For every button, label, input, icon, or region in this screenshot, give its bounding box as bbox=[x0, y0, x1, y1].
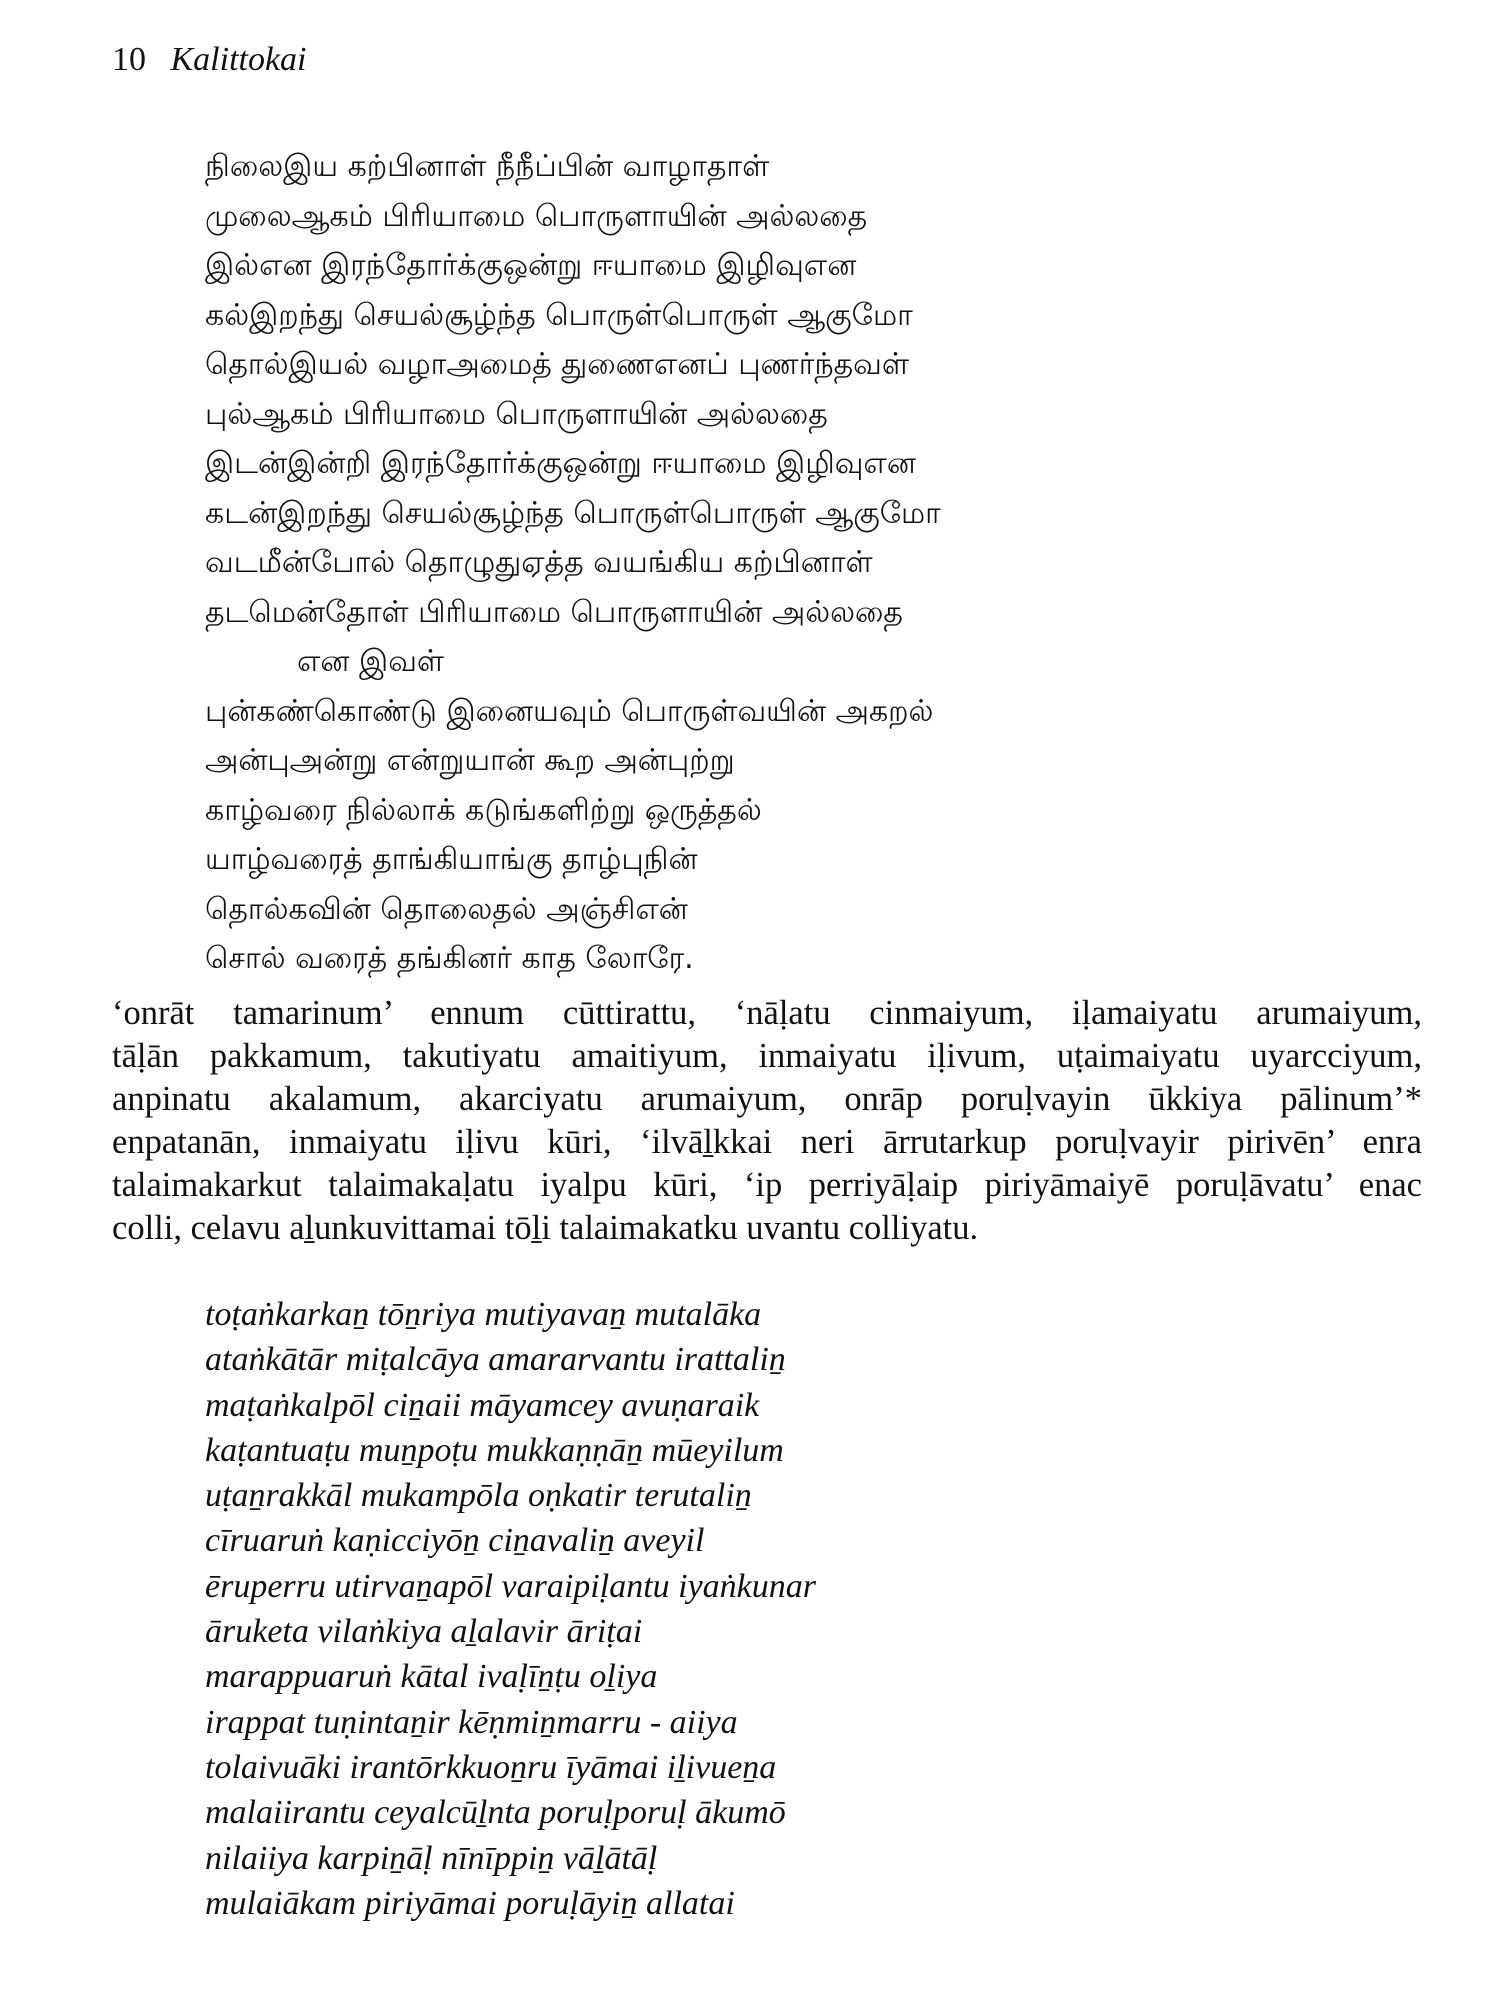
transliterated-verse bbox=[205, 1292, 816, 1926]
tamil-verse-line: புன்கண்கொண்டு இனையவும் பொருள்வயின் அகறல் bbox=[205, 693, 934, 729]
transliteration-line: tolaivuāki irantōrkkuoṉru īyāmai iḻivueṉa bbox=[205, 1748, 777, 1786]
tamil-verse-line: நிலைஇய கற்பினாள் நீநீப்பின் வாழாதாள் bbox=[205, 149, 770, 184]
transliteration-line: nilaiiya karpiṉāḷ nīnīppiṉ vāḻātāḷ bbox=[205, 1839, 658, 1877]
tamil-verse bbox=[205, 142, 941, 984]
tamil-verse-line: சொல் வரைத் தங்கினர் காத லோரே. bbox=[205, 941, 694, 976]
tamil-verse-line: தொல்இயல் வழாஅமைத் துணைஎனப் புணர்ந்தவள் bbox=[205, 347, 909, 382]
transliteration-line: cīruaruṅ kaṇicciyōṉ ciṉavaliṉ aveyil bbox=[205, 1522, 705, 1560]
tamil-verse-line: கல்இறந்து செயல்சூழ்ந்த பொருள்பொருள் ஆகுமோ bbox=[205, 297, 913, 333]
transliteration-line: mulaiākam piriyāmai poruḷāyiṉ allatai bbox=[205, 1884, 735, 1922]
transliteration-line: kaṭantuaṭu muṉpoṭu mukkaṇṇāṉ mūeyilum bbox=[205, 1431, 784, 1469]
tamil-verse-line: தொல்கவின் தொலைதல் அஞ்சிஎன் bbox=[205, 891, 688, 927]
transliteration-line: malaiirantu ceyalcūḻnta poruḷporuḷ ākumō bbox=[205, 1794, 786, 1832]
tamil-verse-line-indented: என இவள் bbox=[297, 644, 444, 679]
transliteration-line: toṭaṅkarkaṉ tōṉriya mutiyavaṉ mutalāka bbox=[205, 1296, 762, 1333]
transliteration-line: irappat tuṇintaṉir kēṇmiṉmarru - aiiya bbox=[205, 1703, 738, 1741]
tamil-verse-line: தடமென்தோள் பிரியாமை பொருளாயின் அல்லதை bbox=[205, 594, 903, 630]
tamil-verse-line: வடமீன்போல் தொழுதுஏத்த வயங்கிய கற்பினாள் bbox=[205, 545, 873, 580]
tamil-verse-line: இல்என இரந்தோர்க்குஒன்று ஈயாமை இழிவுஎன bbox=[205, 248, 857, 283]
commentary-line: tāḷān pakkamum, takutiyatu amaitiyum, inmaiyatu iḷivum, uṭaimaiyatu uyarcciyum, bbox=[112, 1037, 1422, 1075]
tamil-verse-line: காழ்வரை நில்லாக் கடுங்களிற்று ஒருத்தல் bbox=[205, 792, 762, 828]
page-number: 10 bbox=[112, 41, 146, 78]
tamil-verse-line: முலைஆகம் பிரியாமை பொருளாயின் அல்லதை bbox=[205, 198, 868, 234]
commentary-paragraph bbox=[112, 992, 1422, 1250]
running-head bbox=[112, 38, 307, 82]
commentary-line: ‘onrāt tamarinum’ ennum cūttirattu, ‘nāḷatu cinmaiyum, iḷamaiyatu arumaiyum, bbox=[112, 994, 1422, 1032]
tamil-verse-line: அன்புஅன்று என்றுயான் கூற அன்புற்று bbox=[205, 743, 735, 778]
transliteration-line: marappuaruṅ kātal ivaḷīṉṭu oḻiya bbox=[205, 1658, 658, 1696]
tamil-verse-line: யாழ்வரைத் தாங்கியாங்கு தாழ்புநின் bbox=[205, 842, 698, 877]
commentary-line: talaimakarkut talaimakaḷatu iyalpu kūri, ‘ip perriyāḷaip piriyāmaiyē poruḷāvatu’ enac bbox=[112, 1166, 1422, 1204]
commentary-line-last: colli, celavu aḻunkuvittamai tōḻi talaimakatku uvantu colliyatu. bbox=[112, 1209, 979, 1247]
tamil-verse-line: இடன்இன்றி இரந்தோர்க்குஒன்று ஈயாமை இழிவுஎன bbox=[205, 446, 916, 481]
commentary-line: enpatanān, inmaiyatu iḷivu kūri, ‘ilvāḻkkai neri ārrutarkup poruḷvayir pirivēn’ enra bbox=[112, 1123, 1422, 1161]
book-title: Kalittokai bbox=[170, 41, 307, 78]
transliteration-line: ēruperru utirvaṉapōl varaipiḷantu iyaṅkunar bbox=[205, 1567, 817, 1605]
tamil-verse-line: புல்ஆகம் பிரியாமை பொருளாயின் அல்லதை bbox=[205, 396, 828, 432]
transliteration-line: āruketa vilaṅkiya aḻalavir āriṭai bbox=[205, 1613, 643, 1651]
tamil-verse-line: கடன்இறந்து செயல்சூழ்ந்த பொருள்பொருள் ஆகுமோ bbox=[205, 495, 941, 531]
transliteration-line: uṭaṉrakkāl mukampōla oṇkatir terutaliṉ bbox=[205, 1477, 752, 1515]
transliteration-line: maṭaṅkalpōl ciṉaii māyamcey avuṇaraik bbox=[205, 1386, 760, 1424]
transliteration-line: ataṅkātār miṭalcāya amararvantu irattaliṉ bbox=[205, 1341, 786, 1379]
commentary-line: anpinatu akalamum, akarciyatu arumaiyum, onrāp poruḷvayin ūkkiya pālinum’* bbox=[112, 1080, 1422, 1118]
